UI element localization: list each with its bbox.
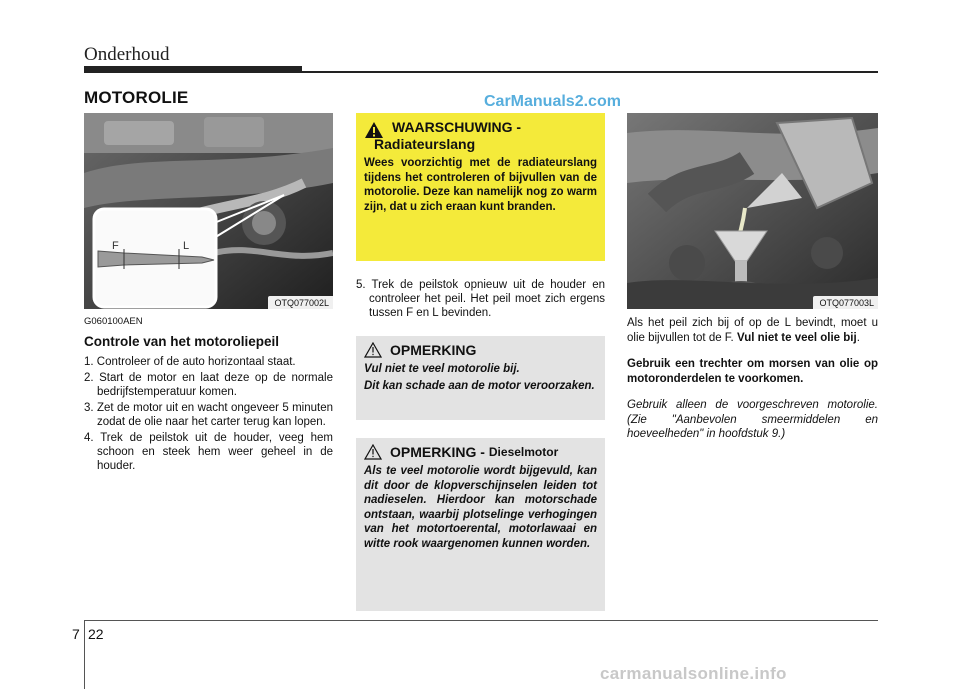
refill-text: Als het peil zich bij of op de L bevindt, moet u olie bijvullen tot de F. (627, 317, 878, 344)
diesel-note-title-text: OPMERKING - (390, 444, 485, 460)
watermark-top: CarManuals2.com (484, 93, 621, 110)
step-item: 4. Trek de peilstok uit de houder, veeg hem schoon en steek hem weer geheel in de houder. (84, 432, 333, 472)
photo-code: OTQ077003L (813, 296, 878, 309)
dipstick-mark-f: F (112, 240, 119, 252)
caution-triangle-icon (364, 342, 382, 358)
header-bar (84, 66, 302, 73)
warning-title (364, 119, 597, 153)
warning-box (356, 113, 605, 261)
step-item: 2. Start de motor en laat deze op de normale bedrijfstemperatuur komen. (84, 372, 333, 398)
warning-title-text: WAARSCHUWING - (392, 119, 522, 135)
section-title: MOTOROLIE (84, 88, 189, 107)
footer-divider (84, 620, 85, 689)
note-body (364, 362, 597, 393)
note-box (356, 336, 605, 420)
footer-rule (84, 620, 878, 621)
warning-body: Wees voorzichtig met de radiateurslang tijdens het controleren of bijvullen van de motorolie. Deze kan namelijk nog zo warm zijn, dat u zich eraan kunt branden. (364, 157, 597, 213)
steps-list (84, 355, 333, 473)
page-number: 22 (88, 626, 104, 642)
oil-funnel-photo (627, 113, 878, 309)
note-line: Dit kan schade aan de motor veroorzaken. (364, 379, 595, 392)
note-line: Vul niet te veel motorolie bij. (364, 363, 520, 375)
header-title: Onderhoud (84, 44, 170, 65)
photo-code: OTQ077002L (268, 296, 333, 309)
oil-spec-paragraph: Gebruik alleen de voorgeschreven motorolie. (Zie "Aanbevolen smeermiddelen en hoeveelheden" in hoofdstuk 9.) (627, 399, 878, 440)
doc-code-label: G060100AEN (84, 316, 143, 327)
oil-funnel-illustration (627, 113, 878, 309)
sub-heading: Controle van het motoroliepeil (84, 334, 280, 349)
engine-dipstick-photo (84, 113, 333, 309)
diesel-note-title-suffix: Dieselmotor (488, 445, 559, 459)
refill-warning: Vul niet te veel olie bij (736, 331, 857, 344)
diesel-note-body: Als te veel motorolie wordt bijgevuld, kan dit door de klopverschijnselen leiden tot nadieselen. Hierdoor kan motorschade ontstaan, waarbij plotselinge verhogingen van het motortoerental, motorlawaai en witte rook waargenomen kunnen worden. (364, 465, 597, 550)
refill-end: . (856, 331, 860, 344)
funnel-paragraph: Gebruik een trechter om morsen van olie op motoronderdelen te voorkomen. (627, 358, 878, 385)
dipstick-mark-l: L (183, 240, 190, 252)
note-title-text: OPMERKING (390, 342, 477, 358)
warning-subtitle: Radiateurslang (374, 136, 476, 152)
header-rule (302, 71, 878, 73)
step-item: 3. Zet de motor uit en wacht ongeveer 5 minuten zodat de olie naar het carter terug kan lopen. (84, 402, 333, 428)
refill-paragraph (627, 316, 878, 345)
steps-list-continued (356, 278, 605, 320)
diesel-note-title (364, 444, 597, 460)
note-title (364, 342, 597, 358)
step-item: 5. Trek de peilstok opnieuw uit de houder en controleer het peil. Het peil moet zich ergens tussen F en L bevinden. (356, 279, 605, 319)
engine-dipstick-illustration (84, 113, 333, 309)
step-item: 1. Controleer of de auto horizontaal staat. (84, 356, 296, 368)
caution-triangle-icon (364, 444, 382, 460)
diesel-note-box (356, 438, 605, 611)
watermark-bottom: carmanualsonline.info (600, 664, 787, 683)
chapter-number: 7 (72, 626, 80, 642)
